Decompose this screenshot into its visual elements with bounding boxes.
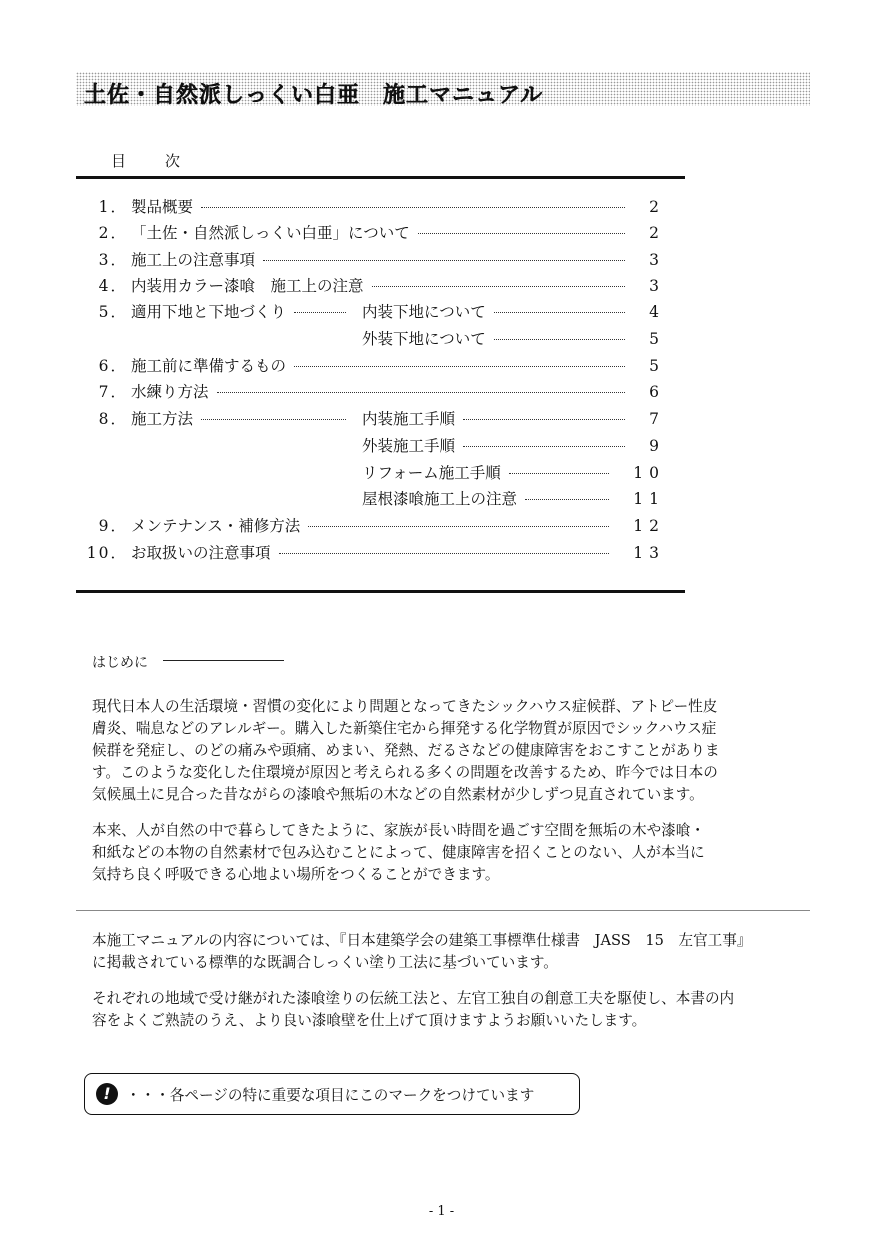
text-line: 現代日本人の生活環境・習慣の変化により問題となってきたシックハウス症候群、アトピー性皮 bbox=[92, 698, 718, 715]
toc-entry-title: 施工上の注意事項 bbox=[131, 251, 256, 269]
intro-heading-line bbox=[163, 660, 284, 661]
toc-leader-dots bbox=[463, 446, 625, 447]
marker-note-text: ・・・各ページの特に重要な項目にこのマークをつけています bbox=[126, 1087, 535, 1104]
toc-entry-subtitle: 外装下地について bbox=[362, 330, 486, 348]
toc-entry bbox=[76, 248, 676, 272]
toc-entry bbox=[76, 380, 676, 404]
toc-entry-number: 8． bbox=[98, 410, 128, 428]
section-divider bbox=[76, 910, 810, 911]
exclamation-icon: ! bbox=[96, 1083, 118, 1105]
toc-entry-title: 水練り方法 bbox=[131, 383, 209, 401]
toc-entry-number: 10． bbox=[86, 544, 128, 562]
toc-entry-page: 2 bbox=[649, 198, 665, 216]
toc-entry-subtitle: リフォーム施工手順 bbox=[362, 464, 501, 482]
text-line: 候群を発症し、のどの痛みや頭痛、めまい、発熱、だるさなどの健康障害をおこすことがありま bbox=[92, 742, 720, 759]
toc-entry-page: 5 bbox=[649, 357, 665, 375]
text-line: それぞれの地域で受け継がれた漆喰塗りの伝統工法と、左官工独自の創意工夫を駆使し、本書の内 bbox=[92, 990, 735, 1007]
toc-leader-dots bbox=[418, 233, 625, 234]
toc-entry bbox=[76, 274, 676, 298]
toc-entry-number: 6． bbox=[98, 357, 128, 375]
intro-heading: はじめに bbox=[92, 655, 148, 671]
toc-leader-dots bbox=[525, 499, 609, 500]
standard-reference-paragraph bbox=[92, 930, 792, 974]
toc-entry-subtitle: 屋根漆喰施工上の注意 bbox=[362, 490, 518, 508]
text-line: す。このような変化した住環境が原因と考えられる多くの問題を改善するため、昨今では日本の bbox=[92, 764, 718, 781]
text-line: 気候風土に見合った昔ながらの漆喰や無垢の木などの自然素材が少しずつ見直されています。 bbox=[92, 786, 704, 803]
toc-entry bbox=[76, 195, 676, 219]
text-line: に掲載されている標準的な既調合しっくい塗り工法に基づいています。 bbox=[92, 954, 558, 971]
toc-leader-dots bbox=[263, 260, 625, 261]
toc-entry bbox=[76, 354, 676, 378]
toc-entry bbox=[76, 461, 676, 485]
document-title: 土佐・自然派しっくい白亜 施工マニュアル bbox=[84, 83, 544, 108]
page-number: - 1 - bbox=[428, 1204, 455, 1219]
toc-leader-dots bbox=[463, 419, 625, 420]
toc-entry-page: 10 bbox=[633, 464, 665, 482]
toc-entry-page: 7 bbox=[649, 410, 665, 428]
toc-entry-title: 製品概要 bbox=[131, 198, 194, 216]
toc-entry-page: 3 bbox=[649, 277, 665, 295]
toc-entry-number: 3． bbox=[98, 251, 128, 269]
toc-entry-title: メンテナンス・補修方法 bbox=[131, 517, 301, 535]
toc-entry-page: 4 bbox=[649, 303, 665, 321]
toc-entry-page: 2 bbox=[649, 224, 665, 242]
toc-leader-dots bbox=[494, 312, 625, 313]
toc-leader-dots bbox=[308, 526, 609, 527]
toc-entry-title: 施工方法 bbox=[131, 410, 194, 428]
toc-entry bbox=[76, 541, 676, 565]
intro-paragraph-1 bbox=[92, 696, 792, 806]
toc-entry-subtitle: 内装下地について bbox=[362, 303, 486, 321]
toc-leader-dots bbox=[201, 207, 625, 208]
toc-entry bbox=[76, 487, 676, 511]
toc-entry-title: 施工前に準備するもの bbox=[131, 357, 287, 375]
toc-entry bbox=[76, 407, 676, 431]
toc-entry-subtitle: 外装施工手順 bbox=[362, 437, 456, 455]
toc-entry-page: 12 bbox=[633, 517, 665, 535]
toc-entry-page: 6 bbox=[649, 383, 665, 401]
toc-entry-number: 4． bbox=[98, 277, 128, 295]
toc-entry-number: 9． bbox=[98, 517, 128, 535]
toc-entry-title: 「土佐・自然派しっくい白亜」について bbox=[131, 224, 410, 242]
text-line: 和紙などの本物の自然素材で包み込むことによって、健康障害を招くことのない、人が本当に bbox=[92, 844, 705, 861]
toc-leader-dots bbox=[494, 339, 625, 340]
toc-entry-number: 2． bbox=[98, 224, 128, 242]
text-line: 本施工マニュアルの内容については、『日本建築学会の建築工事標準仕様書 JASS 15 左官工事』 bbox=[92, 932, 752, 949]
toc-entry-page: 9 bbox=[649, 437, 665, 455]
toc-leader-dots bbox=[217, 392, 625, 393]
toc-entry bbox=[76, 221, 676, 245]
toc-entry-number: 1． bbox=[98, 198, 128, 216]
toc-leader-dots bbox=[201, 419, 346, 420]
toc-entry-number: 7． bbox=[98, 383, 128, 401]
toc-top-rule bbox=[76, 176, 685, 179]
toc-entry-page: 3 bbox=[649, 251, 665, 269]
request-paragraph bbox=[92, 988, 792, 1032]
toc-entry-title: 適用下地と下地づくり bbox=[131, 303, 287, 321]
toc-entry-title: お取扱いの注意事項 bbox=[131, 544, 271, 562]
toc-entry-number: 5． bbox=[98, 303, 128, 321]
toc-entry-page: 11 bbox=[633, 490, 665, 508]
toc-leader-dots bbox=[509, 473, 609, 474]
text-line: 本来、人が自然の中で暮らしてきたように、家族が長い時間を過ごす空間を無垢の木や漆喰・ bbox=[92, 822, 705, 839]
toc-bottom-rule bbox=[76, 590, 685, 593]
toc-entry-title: 内装用カラー漆喰 施工上の注意 bbox=[131, 277, 364, 295]
toc-entry bbox=[76, 300, 676, 324]
toc-entry bbox=[76, 514, 676, 538]
toc-entry bbox=[76, 434, 676, 458]
toc-entry bbox=[76, 327, 676, 351]
text-line: 容をよくご熟読のうえ、より良い漆喰壁を仕上げて頂けますようお願いいたします。 bbox=[92, 1012, 647, 1029]
toc-entry-subtitle: 内装施工手順 bbox=[362, 410, 456, 428]
toc-leader-dots bbox=[294, 366, 625, 367]
toc-leader-dots bbox=[372, 286, 625, 287]
toc-leader-dots bbox=[294, 312, 346, 313]
text-line: 気持ち良く呼吸できる心地よい場所をつくることができます。 bbox=[92, 866, 500, 883]
toc-leader-dots bbox=[279, 553, 609, 554]
toc-heading: 目 次 bbox=[111, 152, 193, 170]
intro-paragraph-2 bbox=[92, 820, 792, 886]
text-line: 膚炎、喘息などのアレルギー。購入した新築住宅から揮発する化学物質が原因でシックハウス症 bbox=[92, 720, 717, 737]
toc-entry-page: 5 bbox=[649, 330, 665, 348]
toc-entry-page: 13 bbox=[633, 544, 665, 562]
